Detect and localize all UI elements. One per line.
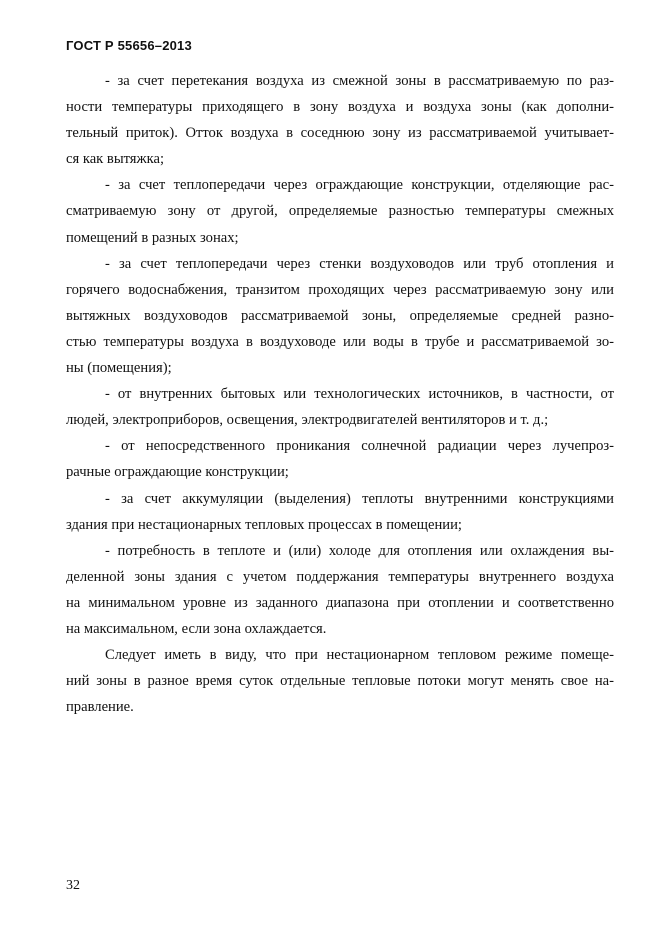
text-line: тельный приток). Отток воздуха в соседнюю зону из рассматриваемой учитывает- [66,125,614,142]
text-line: - от непосредственного проникания солнечной радиации через лучепроз- [105,438,614,455]
text-line: рачные ограждающие конструкции; [66,464,289,481]
standard-header: ГОСТ Р 55656–2013 [66,38,192,53]
text-line: людей, электроприборов, освещения, электродвигателей вентиляторов и т. д.; [66,412,549,429]
text-line: - за счет теплопередачи через ограждающие конструкции, отделяющие рас- [105,177,614,194]
text-line: - за счет теплопередачи через стенки воздуховодов или труб отопления и [105,255,614,272]
text-line: Следует иметь в виду, что при нестационарном тепловом режиме помеще- [105,647,614,664]
page-number: 32 [66,878,80,893]
text-line: сматриваемую зону от другой, определяемые разностью температуры смежных [66,203,614,220]
text-line: стью температуры воздуха в воздуховоде или воды в трубе и рассматриваемой зо- [66,333,614,350]
text-line: - потребность в теплоте и (или) холоде для отопления или охлаждения вы- [105,542,614,559]
text-line: здания при нестационарных тепловых процессах в помещении; [66,516,462,533]
text-line: - за счет перетекания воздуха из смежной зоны в рассматриваемую по раз- [105,73,614,89]
text-line: вытяжных воздуховодов рассматриваемой зоны, определяемые средней разно- [66,307,614,324]
text-line: ны (помещения); [66,360,172,377]
text-line: на минимальном уровне из заданного диапазона при отоплении и соответственно [66,594,614,611]
body-text [66,68,614,720]
text-line: ности температуры приходящего в зону воздуха и воздуха зоны (как дополни- [66,99,614,116]
text-line: - за счет аккумуляции (выделения) теплоты внутренними конструкциями [105,490,614,507]
text-line: ся как вытяжка; [66,151,165,168]
text-line: горячего водоснабжения, транзитом проходящих через рассматриваемую зону или [66,281,614,298]
text-line: деленной зоны здания с учетом поддержания температуры внутреннего воздуха [66,568,614,585]
text-line: помещений в разных зонах; [66,229,239,246]
text-line: - от внутренних бытовых или технологических источников, в частности, от [105,386,614,403]
text-line: ний зоны в разное время суток отдельные тепловые потоки могут менять свое на- [66,673,614,690]
text-line: на максимальном, если зона охлаждается. [66,620,327,637]
text-line: правление. [66,699,134,716]
